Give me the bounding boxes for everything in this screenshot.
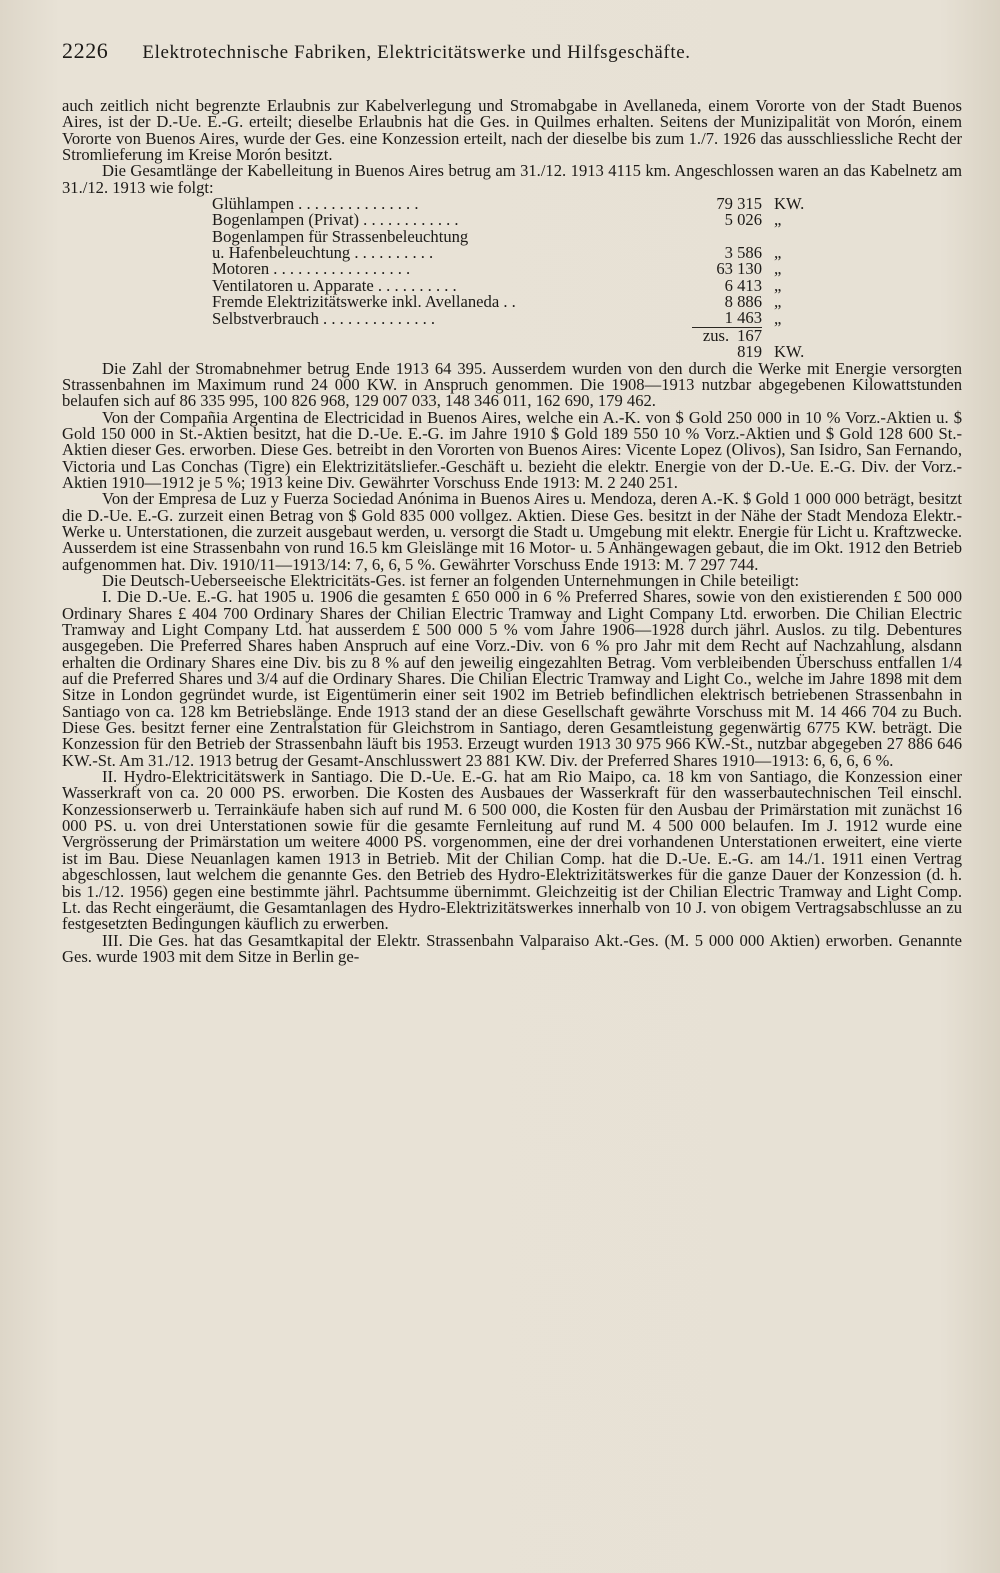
total-label: zus. xyxy=(702,325,730,345)
row-unit: „ xyxy=(774,210,782,230)
row-value: 8 886 xyxy=(724,292,762,312)
row-unit xyxy=(762,229,834,245)
page-header xyxy=(62,38,962,80)
paragraph: Von der Empresa de Luz y Fuerza Sociedad Anónima in Buenos Aires u. Mendoza, deren A.-K. $ Gold 1 000 000 beträgt, besitzt die D.-Ue. E.-G. zurzeit einen Betrag von $ Gold 835 000 vollgez. Aktien. Diese Ges. besitzt in der Nähe der Stadt Mendoza Elektr.-Werke u. Unterstationen, die zurzeit ausgebaut werden, u. versorgt die Stadt u. Umgebung mit elektr. Energie für Licht u. Kraftzwecke. Ausserdem ist eine Strassenbahn von rund 16.5 km Gleislänge mit 16 Motor- u. 5 Anhängewagen gebaut, die im Okt. 1912 den Betrieb aufgenommen hat. Div. 1910/11—1913/14: 7, 6, 6, 5 %. Gewährter Vorschuss Ende 1913: M. 7 297 744. xyxy=(62,489,962,574)
table-total-row xyxy=(212,327,834,360)
row-value: 6 413 xyxy=(724,275,762,295)
row-label: Fremde Elektrizitätswerke inkl. Avellaneda . . xyxy=(212,292,516,312)
row-value: 63 130 xyxy=(716,259,762,279)
paragraph: Die Deutsch-Ueberseeische Elektricitäts-Ges. ist ferner an folgenden Unternehmungen in Chile beteiligt: xyxy=(102,570,800,590)
connected-load-table xyxy=(212,196,834,360)
row-unit: KW. xyxy=(774,194,805,214)
row-label: Motoren . . . . . . . . . . . . . . . . . xyxy=(212,259,411,279)
paragraph: Die Gesamtlänge der Kabelleitung in Buenos Aires betrug am 31./12. 1913 4115 km. Angeschlossen waren an das Kabelnetz am 31./12. 1913 wie folgt: xyxy=(62,161,962,197)
page-body xyxy=(62,98,962,965)
row-unit: „ xyxy=(774,259,782,279)
paragraph: Die Zahl der Stromabnehmer betrug Ende 1913 64 395. Ausserdem wurden von den durch die Werke mit Energie versorgten Strassenbahnen im Maximum rund 24 000 KW. in Anspruch genommen. Die 1908—1913 nutzbar abgegebenen Kilowattstunden belaufen sich auf 86 335 995, 100 826 968, 129 007 033, 148 346 011, 162 690, 179 462. xyxy=(62,358,962,411)
row-unit: „ xyxy=(774,308,782,328)
row-value: 3 586 xyxy=(724,243,762,263)
paragraph: I. Die D.-Ue. E.-G. hat 1905 u. 1906 die gesamten £ 650 000 in 6 % Preferred Shares, sowie von den existierenden £ 500 000 Ordinary Shares £ 404 700 Ordinary Shares der Chilian Electric Tramway and Light Company Ltd. erworben. Die Chilian Electric Tramway and Light Company Ltd. hat ausserdem £ 500 000 5 % vom Jahre 1906—1928 durch jährl. Auslos. zu tilg. Debentures ausgegeben. Die Preferred Shares haben Anspruch auf eine Vorz.-Div. von 6 % pro Jahr mit dem Recht auf Nachzahlung, alsdann erhalten die Ordinary Shares eine Div. bis zu 8 % auf den jeweilig eingezahlten Betrag. Vom verbleibenden Überschuss entfallen 1/4 auf die Preferred Shares und 3/4 auf die Ordinary Shares. Die Chilian Electric Tramway and Light Co., welche im Jahre 1898 mit dem Sitze in London gegründet wurde, ist Eigentümerin einer seit 1902 im Betrieb befindlichen elektrisch betriebenen Strassenbahn in Santiago von ca. 128 km Betriebslänge. Ende 1913 stand der an diese Gesellschaft gewährte Vorschuss mit M. 14 466 704 zu Buch. Diese Ges. besitzt ferner eine Zentralstation für Gleichstrom in Santiago, deren Gesamtleistung gegenwärtig 6775 KW. beträgt. Die Konzession für den Betrieb der Strassenbahn läuft bis 1953. Erzeugt wurden 1913 30 975 966 KW.-St., nutzbar abgegeben 27 886 646 KW.-St. Am 31./12. 1913 betrug der Gesamt-Anschlusswert 23 881 KW. Div. der Preferred Shares 1910—1913: 6, 6, 6, 6 %. xyxy=(62,587,962,770)
row-label: Selbstverbrauch . . . . . . . . . . . . . . xyxy=(212,308,436,328)
row-unit: „ xyxy=(774,292,782,312)
row-label: Ventilatoren u. Apparate . . . . . . . . . . xyxy=(212,275,457,295)
row-value: 1 463 xyxy=(724,308,762,328)
total-value-cell xyxy=(692,327,762,360)
paragraph: auch zeitlich nicht begrenzte Erlaubnis zur Kabelverlegung und Stromabgabe in Avellaneda, einem Vororte von der Stadt Buenos Aires, ist der D.-Ue. E.-G. erteilt; dieselbe Erlaubnis hat die Ges. in Quilmes erhalten. Seitens der Munizipalität von Morón, einem Vororte von Buenos Aires, wurde der Ges. eine Konzession erteilt, nach der dieselbe bis zum 1./7. 1926 das ausschliessliche Recht der Stromlieferung im Kreise Morón besitzt. xyxy=(62,96,962,165)
row-unit: „ xyxy=(774,275,782,295)
row-label: u. Hafenbeleuchtung . . . . . . . . . . xyxy=(212,243,434,263)
row-label: Bogenlampen für Strassenbeleuchtung xyxy=(212,226,469,246)
row-unit: „ xyxy=(774,243,782,263)
paragraph: Von der Compañia Argentina de Electricidad in Buenos Aires, welche ein A.-K. von $ Gold 250 000 in 10 % Vorz.-Aktien u. $ Gold 150 000 in St.-Aktien besitzt, hat die D.-Ue. E.-G. im Jahre 1910 $ Gold 189 550 10 % Vorz.-Aktien und $ Gold 128 600 St.-Aktien dieser Ges. erworben. Diese Ges. betreibt in den Vororten von Buenos Aires: Vicente Lopez (Olivos), San Isidro, San Fernando, Victoria und Las Conchas (Tigre) ein Elektrizitätsliefer.-Geschäft u. bezieht die elektr. Energie von der D.-Ue. E.-G. Div. der Vorz.-Aktien 1910—1912 je 5 %; 1913 keine Div. Gewährter Vorschuss Ende 1913: M. 2 240 251. xyxy=(62,407,962,492)
row-value: 79 315 xyxy=(716,194,762,214)
running-title: Elektrotechnische Fabriken, Elektricitätswerke und Hilfsgeschäfte. xyxy=(142,42,691,63)
row-value: 5 026 xyxy=(724,210,762,230)
page-number: 2226 xyxy=(62,38,109,63)
table-row xyxy=(212,310,834,327)
total-value: 167 819 xyxy=(737,325,762,362)
paragraph: III. Die Ges. hat das Gesamtkapital der Elektr. Strassenbahn Valparaiso Akt.-Ges. (M. 5 000 000 Aktien) erworben. Genannte Ges. wurde 1903 mit dem Sitze in Berlin ge- xyxy=(62,930,962,966)
row-label: Bogenlampen (Privat) . . . . . . . . . . . . xyxy=(212,210,459,230)
row-label: Glühlampen . . . . . . . . . . . . . . . xyxy=(212,194,419,214)
total-unit: KW. xyxy=(774,342,805,362)
paragraph: II. Hydro-Elektricitätswerk in Santiago. Die D.-Ue. E.-G. hat am Rio Maipo, ca. 18 km von Santiago, die Konzession einer Wasserkraft von ca. 20 000 PS. erworben. Die Kosten des Ausbaues der Wasserkraft für den wasserbautechnischen Teil einschl. Konzessionserwerb u. Terrainkäufe haben sich auf rund M. 6 500 000, die Kosten für den Ausbau der Primärstation mit zunächst 16 000 PS. u. von drei Unterstationen sowie für die gesamte Fernleitung auf rund M. 4 500 000 belaufen. Im J. 1912 wurde eine Vergrösserung der Primärstation um weitere 4000 PS. vorgenommen, eine der drei vorhandenen Unterstationen erweitert, eine vierte ist im Bau. Diese Neuanlagen kamen 1913 in Betrieb. Mit der Chilian Comp. hat die D.-Ue. E.-G. am 14./1. 1911 einen Vertrag abgeschlossen, laut welchem die genannte Ges. den Betrieb des Hydro-Elektrizitätswerkes für die ganze Dauer der Konzession (d. h. bis 1./12. 1956) gegen eine bestimmte jährl. Pachtsumme übernimmt. Gleichzeitig ist der Chilian Electric Tramway and Light Comp. Lt. das Recht eingeräumt, die Gesamtanlagen des Hydro-Elektrizitätswerkes innerhalb von 10 J. von obigem Vertragsabschlusse an zu festgesetzten Bedingungen käuflich zu erwerben. xyxy=(62,767,962,934)
